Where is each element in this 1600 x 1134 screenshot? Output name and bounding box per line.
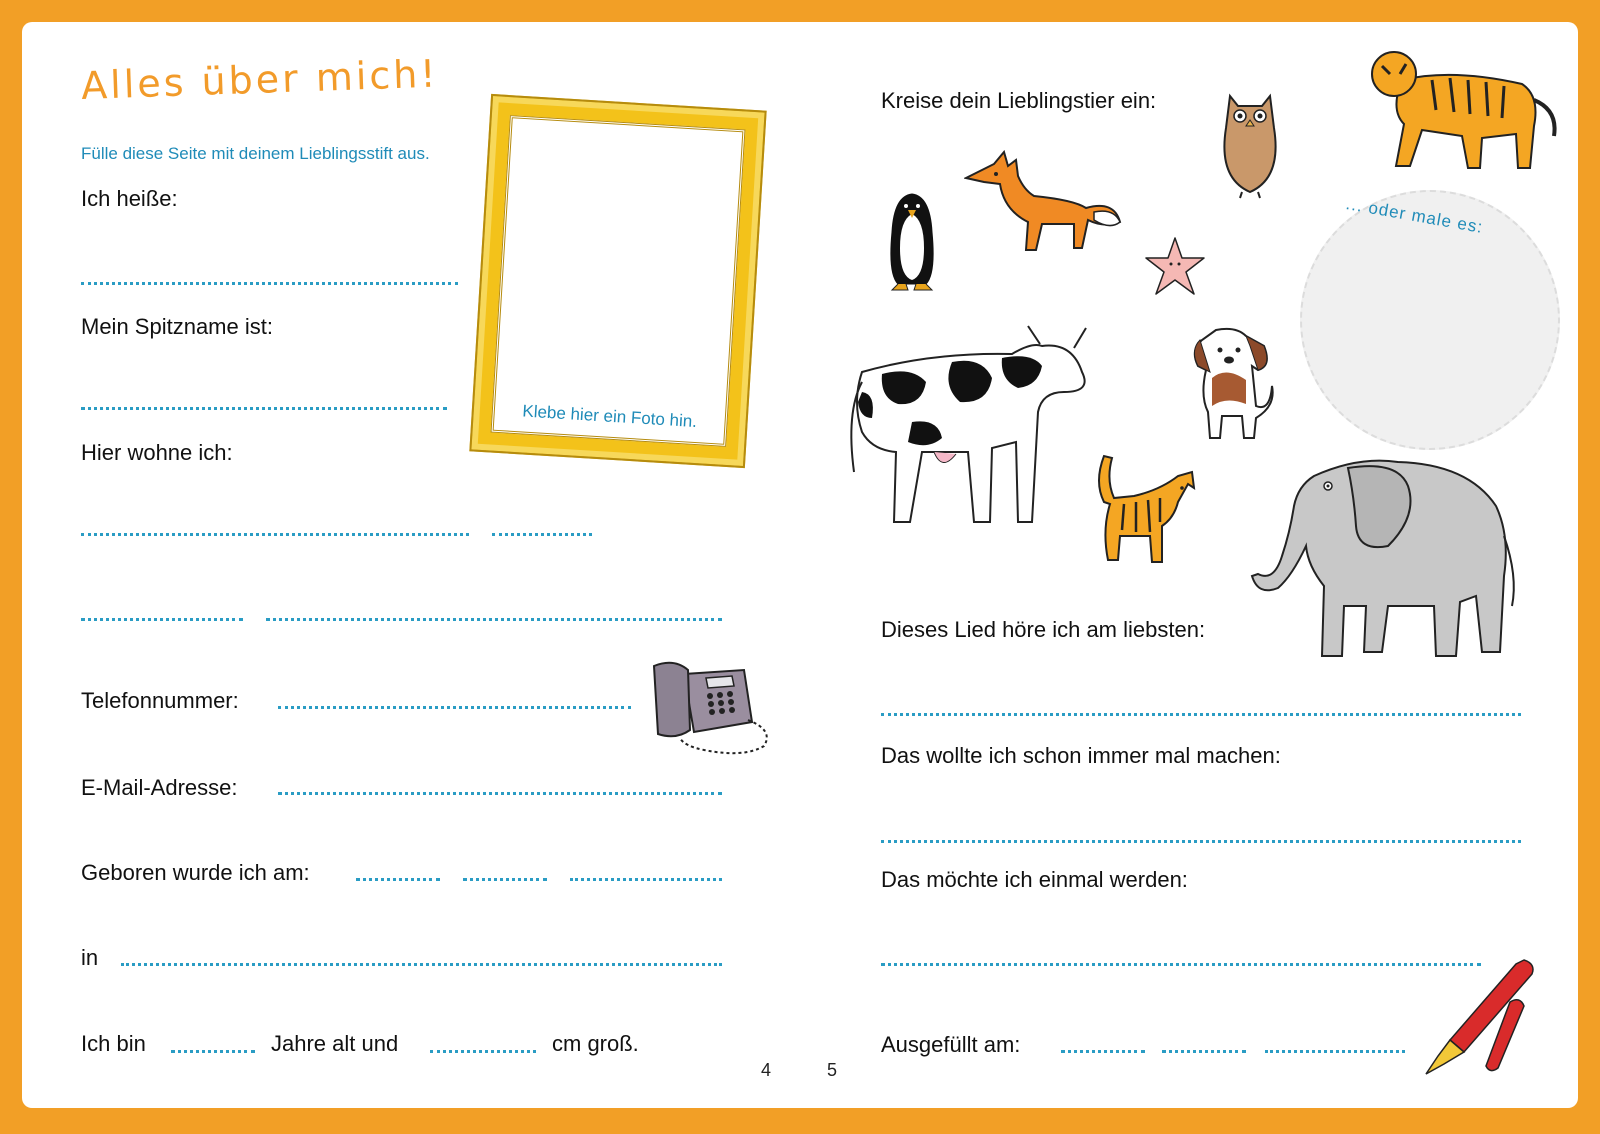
phone-label: Telefonnummer: — [81, 688, 239, 713]
filled-date-label: Ausgefüllt am: — [881, 1032, 1021, 1057]
filled-year-field[interactable] — [1265, 1050, 1405, 1053]
fox-icon[interactable] — [964, 150, 1124, 260]
nickname-label: Mein Spitzname ist: — [81, 314, 273, 339]
address-label: Hier wohne ich: — [81, 440, 233, 465]
dog-icon[interactable] — [1186, 326, 1276, 444]
wish-field[interactable] — [881, 840, 1521, 843]
street-field[interactable] — [81, 533, 469, 536]
house-number-field[interactable] — [492, 533, 592, 536]
cow-icon[interactable] — [842, 322, 1102, 534]
starfish-icon[interactable] — [1144, 236, 1206, 298]
tiger-icon[interactable] — [1362, 40, 1562, 175]
name-field[interactable] — [81, 282, 458, 285]
page-subtitle: Fülle diese Seite mit deinem Lieblingsstift aus. — [81, 144, 430, 163]
birthdate-label: Geboren wurde ich am: — [81, 860, 310, 885]
filled-month-field[interactable] — [1162, 1050, 1246, 1053]
age-label: Ich bin — [81, 1031, 146, 1056]
birthplace-label: in — [81, 945, 99, 970]
photo-area[interactable] — [491, 115, 746, 447]
song-field[interactable] — [881, 713, 1521, 716]
page-number-left: 4 — [761, 1060, 772, 1080]
name-label: Ich heiße: — [81, 186, 178, 211]
photo-frame[interactable] — [469, 94, 766, 468]
drawing-circle-label: ... oder male es: — [1344, 194, 1485, 237]
postal-code-field[interactable] — [81, 618, 243, 621]
fountain-pen-icon — [1424, 956, 1540, 1076]
penguin-icon[interactable] — [884, 192, 940, 294]
favorite-animal-label: Kreise dein Lieblingstier ein: — [881, 88, 1157, 113]
height-unit-label: cm groß. — [552, 1031, 639, 1056]
birth-month-field[interactable] — [463, 878, 547, 881]
birth-day-field[interactable] — [356, 878, 440, 881]
cat-icon[interactable] — [1090, 452, 1200, 568]
photo-label: Klebe hier ein Foto hin. — [521, 401, 698, 432]
song-label: Dieses Lied höre ich am liebsten: — [881, 617, 1206, 642]
email-label: E-Mail-Adresse: — [81, 775, 238, 800]
birth-year-field[interactable] — [570, 878, 722, 881]
nickname-field[interactable] — [81, 407, 447, 410]
phone-field[interactable] — [278, 706, 631, 709]
page-title: Alles über mich! — [80, 51, 440, 108]
email-field[interactable] — [278, 792, 722, 795]
page-number-right: 5 — [827, 1060, 838, 1080]
career-field[interactable] — [881, 963, 1481, 966]
birthplace-field[interactable] — [121, 963, 722, 966]
telephone-icon — [644, 660, 780, 762]
owl-icon[interactable] — [1216, 88, 1284, 200]
wish-label: Das wollte ich schon immer mal machen: — [881, 743, 1281, 768]
age-field[interactable] — [171, 1050, 255, 1053]
filled-day-field[interactable] — [1061, 1050, 1145, 1053]
city-field[interactable] — [266, 618, 722, 621]
height-field[interactable] — [430, 1050, 536, 1053]
career-label: Das möchte ich einmal werden: — [881, 867, 1188, 892]
elephant-icon[interactable] — [1248, 456, 1528, 672]
age-suffix-label: Jahre alt und — [271, 1031, 399, 1056]
